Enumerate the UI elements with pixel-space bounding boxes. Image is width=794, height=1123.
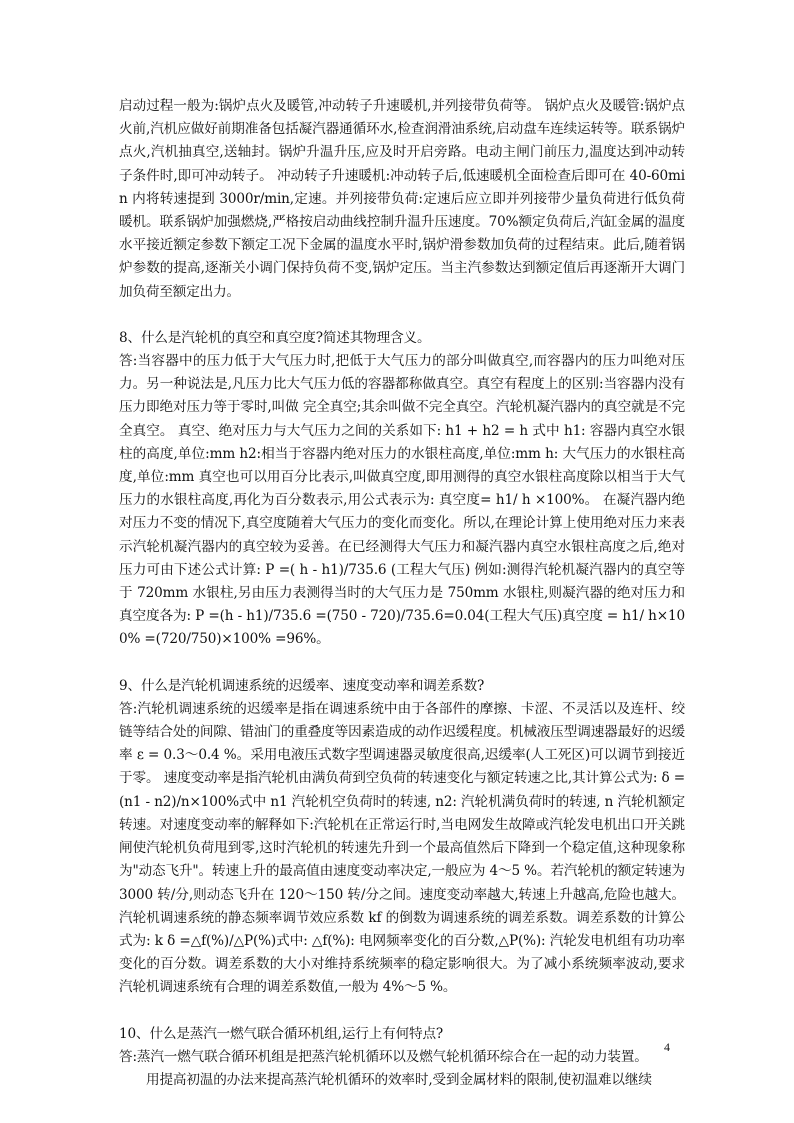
document-body [119,95,685,1092]
paragraph-gap [119,652,685,675]
paragraph-gap [119,1000,685,1023]
answer-10-continuation: 用提高初温的办法来提高蒸汽轮机循环的效率时,受到金属材料的限制,使初温难以继续 [146,1071,652,1088]
question-9-heading: 9、什么是汽轮机调速系统的迟缓率、速度变动率和调差系数? [119,677,485,694]
question-8-heading: 8、什么是汽轮机的真空和真空度?简述其物理含义。 [119,329,431,346]
question-10-heading: 10、什么是蒸汽一燃气联合循环机组,运行上有何特点? [119,1025,444,1042]
answer-8-text: 答:当容器中的压力低于大气压力时,把低于大气压力的部分叫做真空,而容器内的压力叫绝对压力。另一种说法是,凡压力比大气压力低的容器都称做真空。真空有程度上的区别:当容器内没有压力即绝对压力等于零时,叫做 完全真空;其余叫做不完全真空。汽轮机凝汽器内的真空就是不完全真空。 真空、绝对压力与大气压力之间的关系如下: h1 + h2 = h 式中 h1: 容器内真空水银柱的高度,单位:mm h2:相当于容器内绝对压力的水银柱高度,单位:mm h: 大气压力的水银柱高度,单位:mm 真空也可以用百分比表示,叫做真空度,即用测得的真空水银柱高度除以相当于大气压力的水银柱高度,再化为百分数表示,用公式表示为: 真空度= h1/ h ×100%。 在凝汽器内绝对压力不变的情况下,真空度随着大气压力的变化而变化。所以,在理论计算上使用绝对压力来表示汽轮机凝汽器内的真空较为妥善。在已经测得大气压力和凝汽器内真空水银柱高度之后,绝对压力可由下述公式计算: P =( h - h1)/735.6 (工程大气压) 例如:测得汽轮机凝汽器内的真空等于 720mm 水银柱,另由压力表测得当时的大气压力是 750mm 水银柱,则凝汽器的绝对压力和真空度各为: P =(h - h1)/735.6 =(750 - 720)/735.6=0.04(工程大气压)真空度 = h1/ h×100% =(720/750)×100% =96%。 [119,353,685,648]
paragraph-gap [119,304,685,327]
paragraph-startup-process: 启动过程一般为:锅炉点火及暖管,冲动转子升速暖机,并列接带负荷等。 锅炉点火及暖管:锅炉点火前,汽机应做好前期准备包括凝汽器通循环水,检查润滑油系统,启动盘车连续运转等。联系锅炉点火,汽机抽真空,送轴封。锅炉升温升压,应及时开启旁路。电动主闸门前压力,温度达到冲动转子条件时,即可冲动转子。 冲动转子升速暖机:冲动转子后,低速暖机全面检查后即可在 40-60min 内将转速提到 3000r/min,定速。并列接带负荷:定速后应立即并列接带少量负荷进行低负荷暖机。联系锅炉加强燃烧,严格按启动曲线控制升温升压速度。70%额定负荷后,汽缸金属的温度水平接近额定参数下额定工况下金属的温度水平时,锅炉滑参数加负荷的过程结束。此后,随着锅炉参数的提高,逐渐关小调门保持负荷不变,锅炉定压。当主汽参数达到额定值后再逐渐开大调门加负荷至额定出力。 [119,98,685,300]
answer-9-text: 答:汽轮机调速系统的迟缓率是指在调速系统中由于各部件的摩擦、卡涩、不灵活以及连杆、绞链等结合处的间隙、错油门的重叠度等因素造成的动作迟缓程度。机械液压型调速器最好的迟缓率 ε = 0.3～0.4 %。采用电液压式数字型调速器灵敏度很高,迟缓率(人工死区)可以调节到接近于零。 速度变动率是指汽轮机由满负荷到空负荷的转速变化与额定转速之比,其计算公式为: δ =(n1 - n2)/n×100%式中 n1 汽轮机空负荷时的转速, n2: 汽轮机满负荷时的转速, n 汽轮机额定转速。对速度变动率的解释如下:汽轮机在正常运行时,当电网发生故障或汽轮发电机出口开关跳闸使汽轮机负荷甩到零,这时汽轮机的转速先升到一个最高值然后下降到一个稳定值,这种现象称为"动态飞升"。转速上升的最高值由速度变动率决定,一般应为 4～5 %。若汽轮机的额定转速为 3000 转/分,则动态飞升在 120～150 转/分之间。速度变动率越大,转速上升越高,危险也越大。 汽轮机调速系统的静态频率调节效应系数 kf 的倒数为调速系统的调差系数。调差系数的计算公式为: k δ =△f(%)/△P(%)式中: △f(%): 电网频率变化的百分数,△P(%): 汽轮发电机组有功功率变化的百分数。调差系数的大小对维持系统频率的稳定影响很大。为了减小系统频率波动,要求汽轮机调速系统有合理的调差系数值,一般为 4%～5 %。 [119,700,685,996]
answer-10-text: 答:蒸汽一燃气联合循环机组是把蒸汽轮机循环以及燃气轮机循环综合在一起的动力装置。 [119,1048,648,1065]
page-number: 4 [664,1040,670,1054]
